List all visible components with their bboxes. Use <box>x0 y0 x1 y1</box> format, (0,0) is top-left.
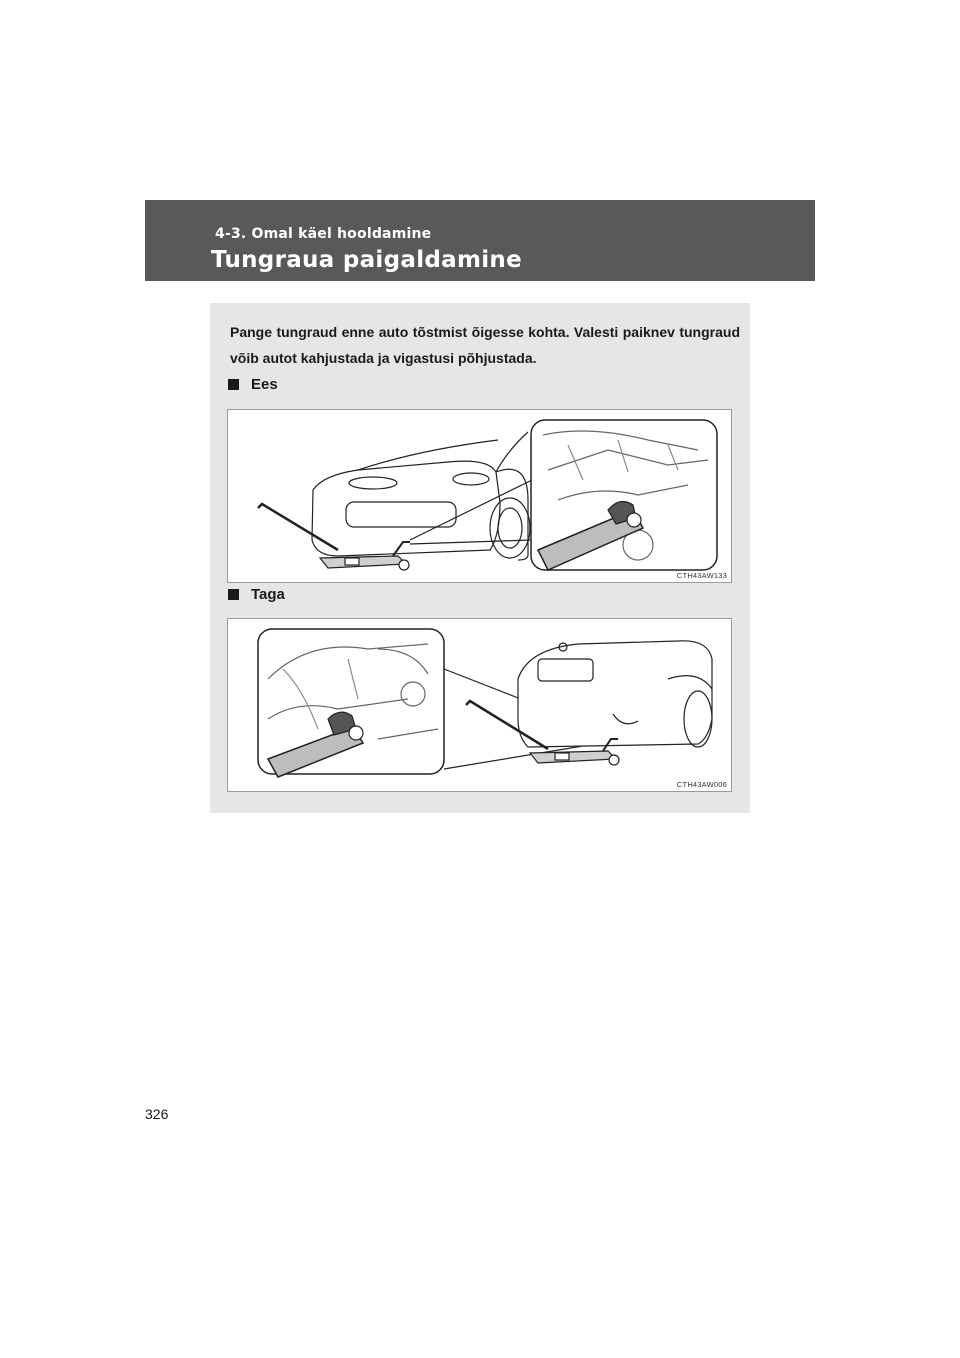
page-title: Tungraua paigaldamine <box>211 247 522 273</box>
front-jack-illustration <box>227 409 732 583</box>
intro-text: Pange tungraud enne auto tõstmist õigesse kohta. Valesti paiknev tungraud võib autot kahjustada ja vigastusi põhjustada. <box>230 324 740 366</box>
front-heading-label: Ees <box>251 376 278 393</box>
bullet-square-icon <box>228 589 239 600</box>
front-car-jack-drawing <box>228 410 733 584</box>
rear-heading <box>228 586 285 603</box>
section-label: 4-3. Omal käel hooldamine <box>215 226 432 242</box>
front-heading <box>228 376 278 393</box>
page-number: 326 <box>145 1106 169 1122</box>
rear-car-jack-drawing <box>228 619 733 793</box>
bullet-square-icon <box>228 379 239 390</box>
figure-code: CTH43AW133 <box>676 571 727 580</box>
rear-heading-label: Taga <box>251 586 285 603</box>
section-header <box>145 200 815 281</box>
rear-jack-illustration <box>227 618 732 792</box>
content-panel <box>210 303 750 813</box>
figure-code: CTH43AW006 <box>676 780 727 789</box>
